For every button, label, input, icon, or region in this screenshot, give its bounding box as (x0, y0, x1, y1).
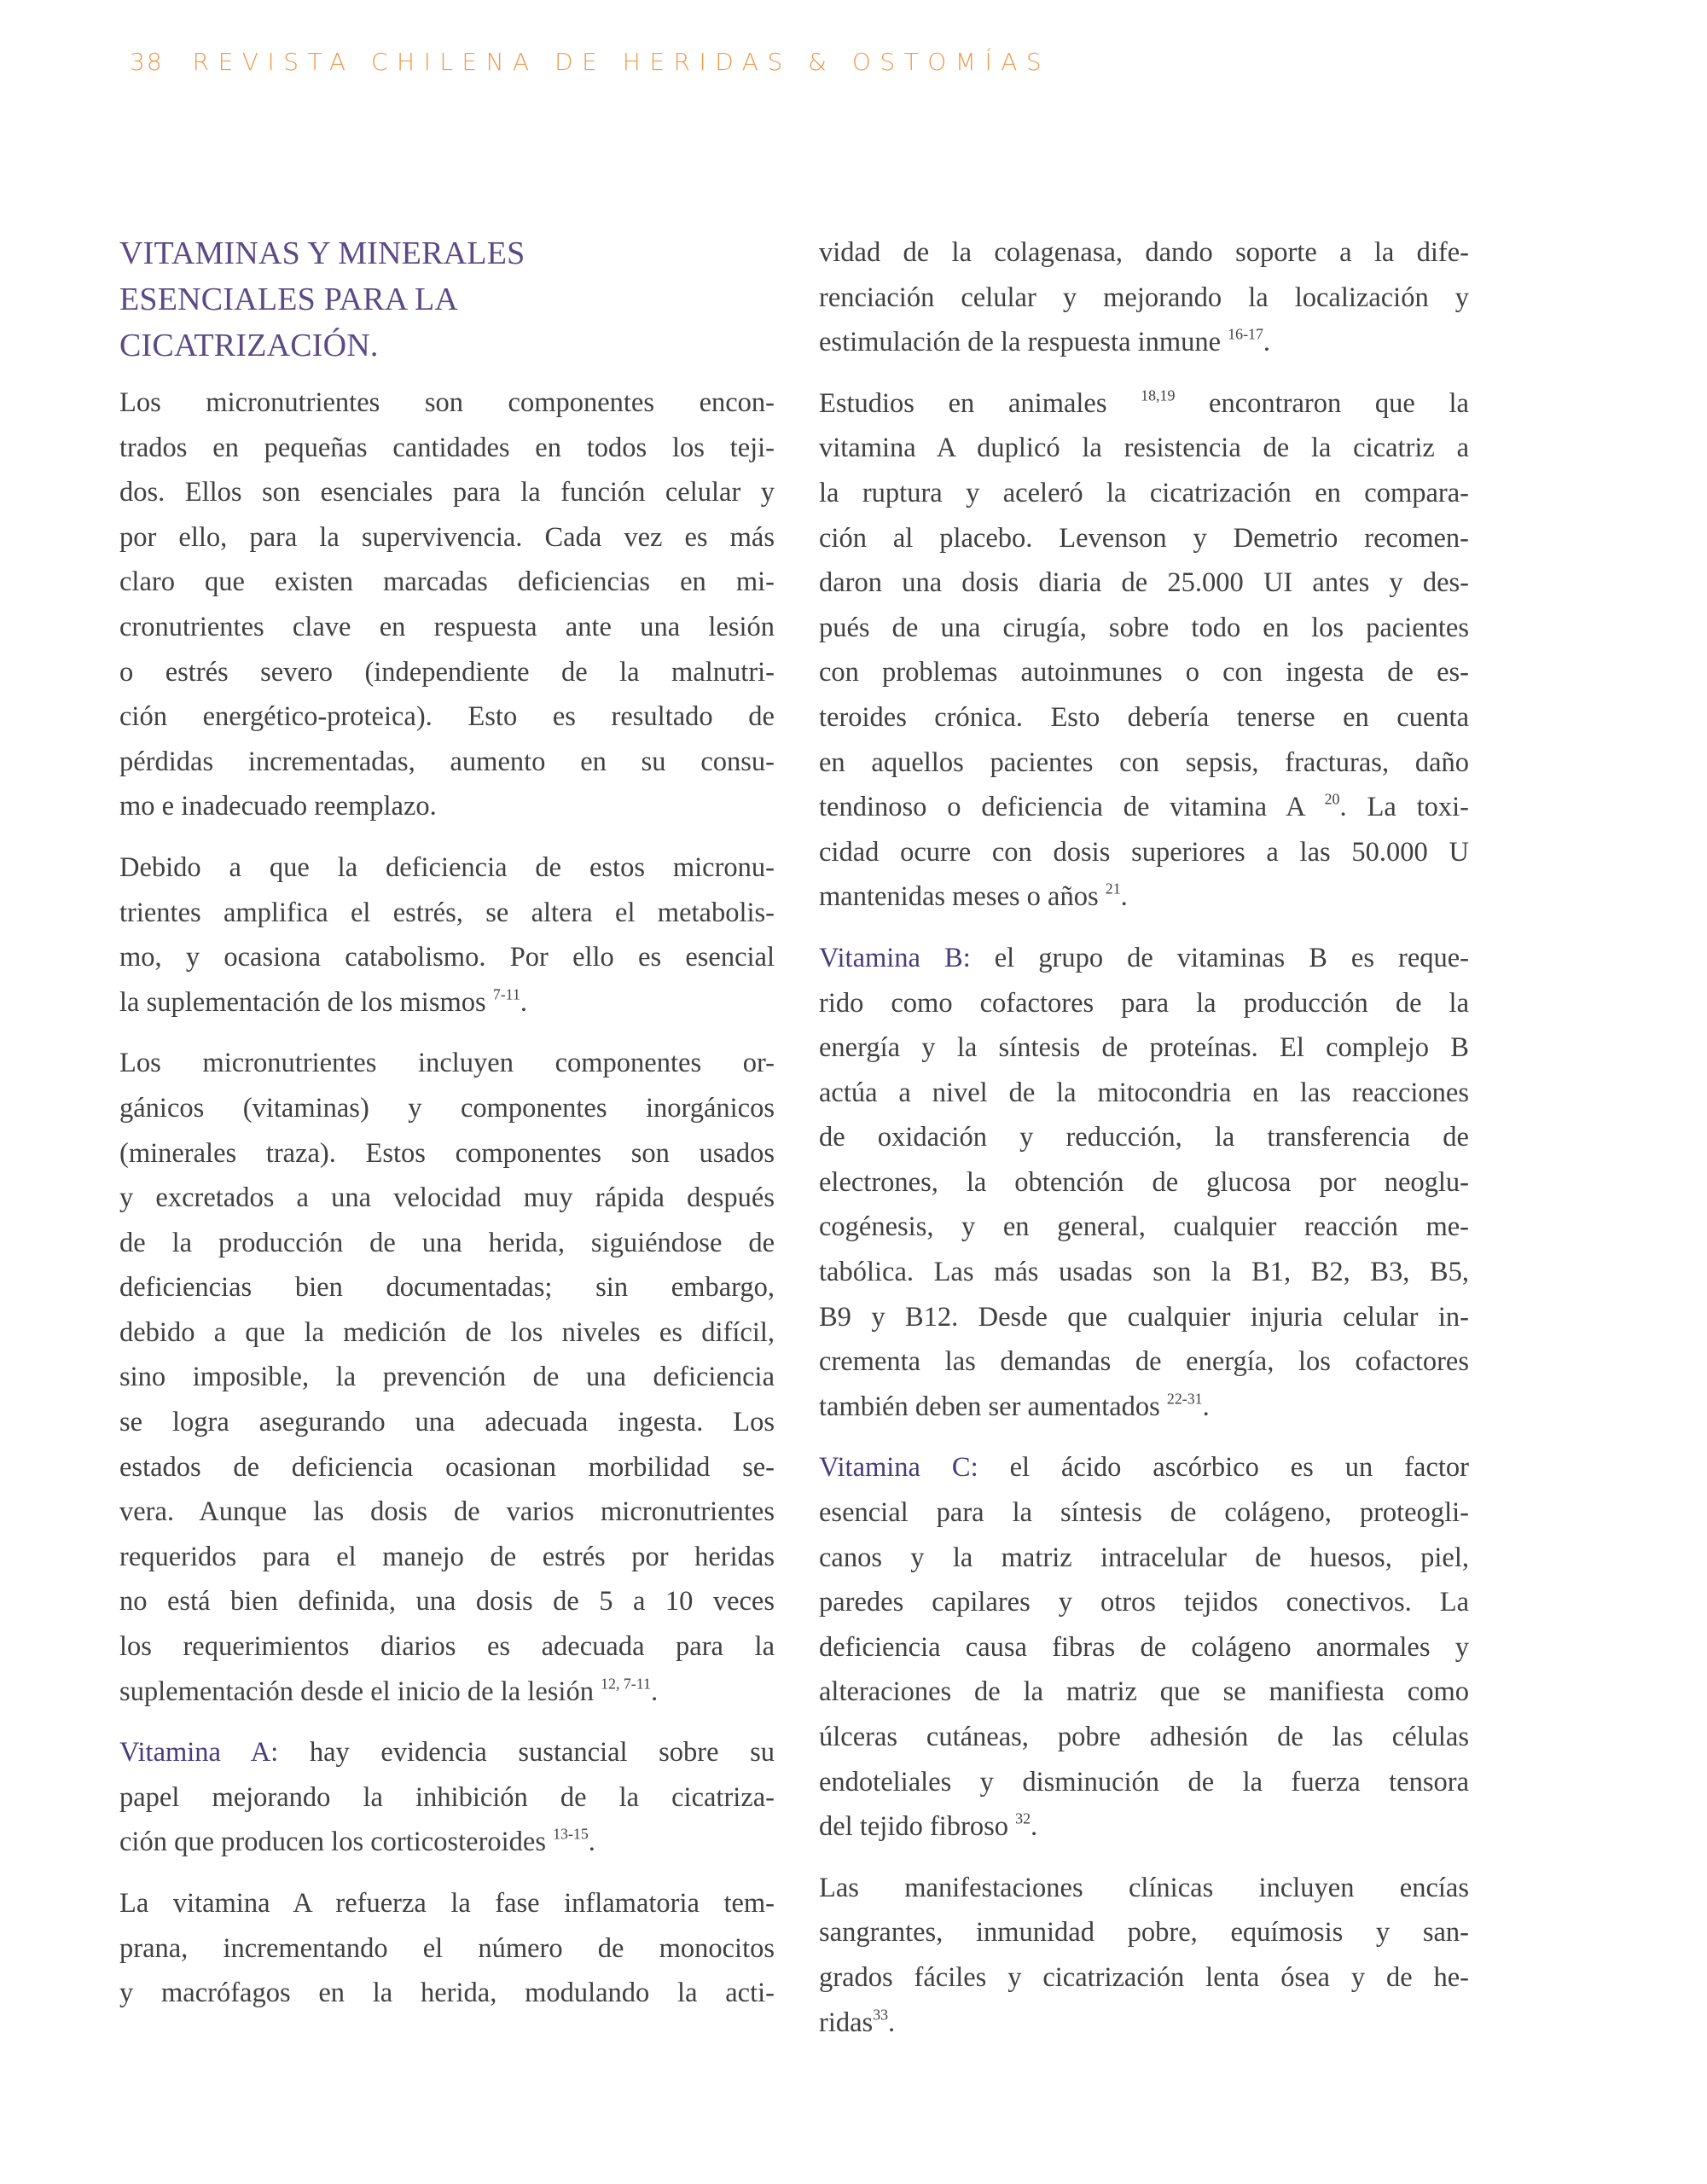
right-column-body (819, 230, 1469, 2045)
text-line: claro que existen marcadas deficiencias en mi- (119, 566, 775, 598)
text-line: trientes amplifica el estrés, se altera el metabolis- (119, 897, 775, 928)
paragraph (119, 1041, 775, 1714)
text-line: en aquellos pacientes con sepsis, fracturas, daño (819, 746, 1469, 778)
section-heading-line: VITAMINAS Y MINERALES (119, 235, 525, 271)
section-heading-line: ESENCIALES PARA LA (119, 282, 459, 317)
citation-reference: 21 (1105, 880, 1121, 897)
citation-reference: 7-11 (492, 985, 520, 1003)
citation-reference: 13-15 (553, 1826, 589, 1843)
paragraph (819, 381, 1469, 920)
text-line: o estrés severo (independiente de la malnutri- (119, 656, 775, 688)
text-line: B9 y B12. Desde que cualquier injuria celular in- (819, 1301, 1469, 1333)
right-column (819, 230, 1469, 2061)
text-line: esencial para la síntesis de colágeno, proteogli- (819, 1497, 1469, 1529)
text-line: vera. Aunque las dosis de varios micronutrientes (119, 1496, 775, 1528)
text-line: estados de deficiencia ocasionan morbilidad se- (119, 1451, 775, 1483)
text-line: paredes capilares y otros tejidos conectivos. La (819, 1587, 1469, 1618)
text-line: Vitamina B: el grupo de vitaminas B es reque- (819, 942, 1469, 973)
text-line: requeridos para el manejo de estrés por heridas (119, 1541, 775, 1572)
text-line: La vitamina A refuerza la fase inflamatoria tem- (119, 1888, 775, 1919)
text-line: endoteliales y disminución de la fuerza tensora (819, 1766, 1469, 1798)
citation-reference: 33 (873, 2006, 889, 2024)
text-line: no está bien definida, una dosis de 5 a 10 veces (119, 1586, 775, 1618)
text-line: ción que producen los corticosteroides $^{13-15}$. (119, 1826, 595, 1858)
citation-reference: 22-31 (1166, 1390, 1203, 1408)
text-line: del tejido fibroso $^{32}$. (819, 1809, 1038, 1843)
subsection-label: Vitamina A: (119, 1737, 279, 1769)
text-line: ción al placebo. Levenson y Demetrio recomen- (819, 522, 1469, 554)
paragraph (119, 845, 775, 1025)
paragraph (819, 1866, 1469, 2045)
section-heading-line: CICATRIZACIÓN. (119, 328, 379, 363)
text-line: (minerales traza). Estos componentes son usados (119, 1137, 775, 1169)
text-line: cogénesis, y en general, cualquier reacción me- (819, 1211, 1469, 1243)
text-line: y macrófagos en la herida, modulando la acti- (119, 1978, 775, 2009)
text-line: ción energético-proteica). Esto es resultado de (119, 701, 775, 733)
text-line: de la producción de una herida, siguiéndose de (119, 1227, 775, 1258)
text-line: pérdidas incrementadas, aumento en su consu- (119, 746, 775, 777)
subsection-label: Vitamina B: (819, 942, 971, 973)
text-line: pués de una cirugía, sobre todo en los pacientes (819, 612, 1469, 643)
text-line: Vitamina A: hay evidencia sustancial sobre su (119, 1737, 775, 1769)
left-column (119, 230, 775, 2032)
page-number: 38 (130, 48, 164, 76)
paragraph (819, 936, 1469, 1430)
text-line: Vitamina C: el ácido ascórbico es un factor (819, 1452, 1469, 1484)
citation-reference: 12, 7-11 (601, 1675, 651, 1693)
text-line: la ruptura y aceleró la cicatrización en compara- (819, 477, 1469, 508)
text-line: Las manifestaciones clínicas incluyen encías (819, 1872, 1469, 1903)
text-line: con problemas autoinmunes o con ingesta de es- (819, 657, 1469, 688)
text-line: Los micronutrientes incluyen componentes or- (119, 1048, 775, 1079)
text-line: Estudios en animales $^{18,19}$ encontraron que la (819, 386, 1469, 419)
paragraph (819, 1445, 1469, 1849)
text-line: suplementación desde el inicio de la lesión $^{12, 7-11}$. (119, 1675, 659, 1707)
text-line: sangrantes, inmunidad pobre, equímosis y san- (819, 1917, 1469, 1949)
text-line: renciación celular y mejorando la localización y (819, 282, 1469, 313)
text-line: mo e inadecuado reemplazo. (119, 791, 437, 822)
text-line: se logra asegurando una adecuada ingesta. Los (119, 1407, 775, 1438)
section-heading (119, 230, 775, 369)
text-line: tabólica. Las más usadas son la B1, B2, B3, B5, (819, 1257, 1469, 1288)
running-head (130, 48, 1050, 76)
text-line: cronutrientes clave en respuesta ante una lesión (119, 611, 775, 642)
text-line: rido como cofactores para la producción de la (819, 987, 1469, 1019)
text-line: también deben ser aumentados $^{22-31}$. (819, 1390, 1210, 1422)
text-line: los requerimientos diarios es adecuada para la (119, 1631, 775, 1663)
text-line: prana, incrementando el número de monocitos (119, 1932, 775, 1964)
text-line: actúa a nivel de la mitocondria en las reacciones (819, 1077, 1469, 1108)
text-line: la suplementación de los mismos $^{7-11}$. (119, 985, 527, 1018)
text-line: deficiencias bien documentadas; sin embargo, (119, 1272, 775, 1304)
paragraph (119, 1881, 775, 2016)
text-line: deficiencia causa fibras de colágeno anormales y (819, 1631, 1469, 1663)
text-line: sino imposible, la prevención de una deficiencia (119, 1362, 775, 1393)
text-line: y excretados a una velocidad muy rápida después (119, 1182, 775, 1214)
text-line: por ello, para la supervivencia. Cada vez es más (119, 521, 775, 553)
text-line: grados fáciles y cicatrización lenta ósea y de he- (819, 1961, 1469, 1993)
citation-reference: 16-17 (1228, 325, 1263, 343)
journal-title: REVISTA CHILENA DE HERIDAS & OSTOMÍAS (192, 48, 1051, 76)
paragraph (819, 230, 1469, 365)
text-line: úlceras cutáneas, pobre adhesión de las células (819, 1722, 1469, 1752)
text-line: vidad de la colagenasa, dando soporte a la dife- (819, 237, 1469, 268)
left-column-body (119, 380, 775, 2016)
text-line: Debido a que la deficiencia de estos micronu- (119, 851, 775, 883)
text-line: papel mejorando la inhibición de la cicatriza- (119, 1781, 775, 1813)
text-line: estimulación de la respuesta inmune $^{16-17}$. (819, 325, 1271, 358)
text-line: gánicos (vitaminas) y componentes inorgánicos (119, 1092, 775, 1124)
text-line: energía y la síntesis de proteínas. El complejo B (819, 1032, 1469, 1064)
text-line: trados en pequeñas cantidades en todos los teji- (119, 432, 775, 463)
text-line: daron una dosis diaria de 25.000 UI antes y des- (819, 567, 1469, 599)
text-line: canos y la matriz intracelular de huesos, piel, (819, 1542, 1469, 1573)
text-line: mo, y ocasiona catabolismo. Por ello es esencial (119, 942, 775, 973)
text-line: tendinoso o deficiencia de vitamina A $^{20}$. La toxi- (819, 790, 1469, 823)
text-line: alteraciones de la matriz que se manifiesta como (819, 1676, 1469, 1708)
paragraph (119, 1730, 775, 1865)
paragraph (119, 380, 775, 829)
text-line: vitamina A duplicó la resistencia de la cicatriz a (819, 433, 1469, 464)
text-line: dos. Ellos son esenciales para la función celular y (119, 477, 775, 508)
text-line: de oxidación y reducción, la transferencia de (819, 1122, 1469, 1153)
text-line: Los micronutrientes son componentes encon- (119, 387, 775, 418)
text-line: debido a que la medición de los niveles es difícil, (119, 1316, 775, 1348)
citation-reference: 20 (1324, 790, 1340, 808)
text-line: mantenidas meses o años $^{21}$. (819, 880, 1128, 913)
text-line: crementa las demandas de energía, los cofactores (819, 1346, 1469, 1378)
citation-reference: 32 (1015, 1809, 1031, 1827)
text-line: cidad ocurre con dosis superiores a las 50.000 U (819, 836, 1469, 868)
text-line: teroides crónica. Esto debería tenerse en cuenta (819, 701, 1469, 733)
text-line: ridas$^{33}$. (819, 2006, 896, 2038)
text-line: electrones, la obtención de glucosa por neoglu- (819, 1166, 1469, 1198)
citation-reference: 18,19 (1141, 386, 1176, 404)
subsection-label: Vitamina C: (819, 1452, 978, 1484)
